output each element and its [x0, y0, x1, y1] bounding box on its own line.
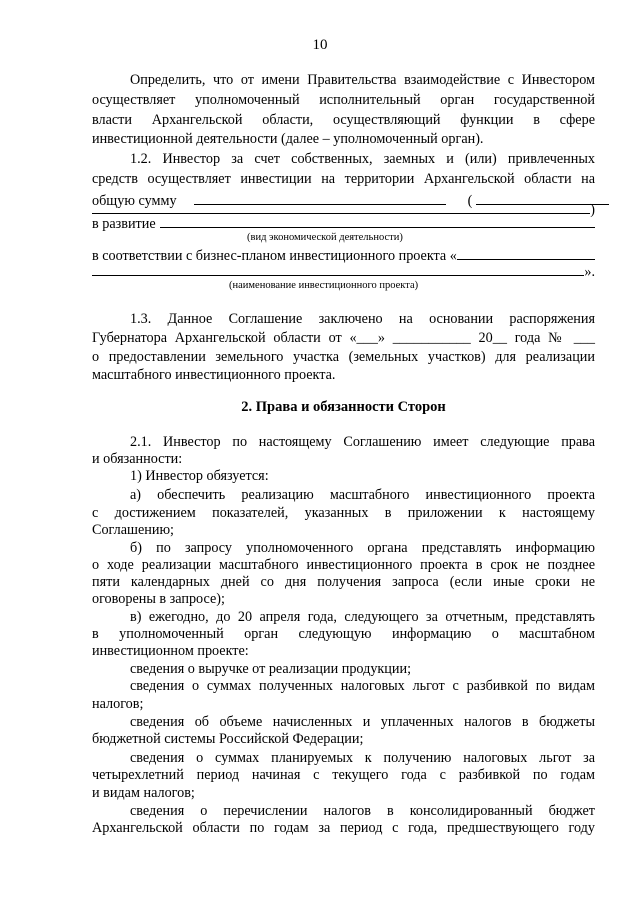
text-line: 1) Инвестор обязуется: — [130, 468, 269, 484]
text-line: инвестиционном проекте: — [92, 643, 249, 659]
text-fragment: в соответствии с бизнес-планом инвестиционного проекта « — [92, 248, 457, 264]
text-line: в уполномоченный орган следующую информацию о масштабном — [92, 626, 595, 642]
text-line: 1.3. Данное Соглашение заключено на основании распоряжения — [130, 311, 595, 327]
project-caption: (наименование инвестиционного проекта) — [229, 280, 419, 291]
text-line: четырехлетний период начиная с текущего года с разбивкой по годам — [92, 767, 595, 783]
text-line: Определить, что от имени Правительства взаимодействие с Инвестором — [130, 72, 595, 88]
text-line: в) ежегодно, до 20 апреля года, следующего за отчетным, представлять — [130, 609, 595, 625]
text-fragment: ( — [467, 193, 473, 209]
text-line: Губернатора Архангельской области от «___» ___________ 20__ года № ___ — [92, 330, 595, 346]
text-line: и обязанности: — [92, 451, 183, 467]
text-fragment: ) — [590, 202, 595, 218]
activity-blank — [160, 214, 595, 228]
amount-words-line — [92, 200, 595, 218]
project-blank — [92, 262, 584, 276]
text-line: сведения о выручке от реализации продукции; — [130, 661, 412, 677]
text-line: пяти календарных дней со дня получения запроса (если иные сроки не — [92, 574, 595, 590]
text-line: сведения о суммах планируемых к получению налоговых льгот за — [130, 750, 595, 766]
text-line: о предоставлении земельного участка (земельных участков) для реализации — [92, 349, 595, 365]
text-fragment: в развитие — [92, 216, 156, 232]
section-heading: 2. Права и обязанности Сторон — [241, 399, 446, 415]
text-line: а) обеспечить реализацию масштабного инвестиционного проекта — [130, 487, 595, 503]
text-line: оговорены в запросе); — [92, 591, 225, 607]
text-line: сведения о перечислении налогов в консолидированный бюджет — [130, 803, 595, 819]
text-line: 1.2. Инвестор за счет собственных, заемных и (или) привлеченных — [130, 151, 595, 167]
page-number: 10 — [312, 37, 328, 53]
project-line-2 — [92, 262, 595, 281]
text-line: осуществляет уполномоченный исполнительный орган государственной — [92, 92, 595, 108]
text-line: масштабного инвестиционного проекта. — [92, 367, 336, 383]
text-line: сведения об объеме начисленных и уплаченных налогов в бюджеты — [130, 714, 595, 730]
text-line: б) по запросу уполномоченного органа представлять информацию — [130, 540, 595, 556]
text-line: бюджетной системы Российской Федерации; — [92, 731, 364, 747]
text-fragment: ». — [584, 264, 595, 280]
text-line: Соглашению; — [92, 522, 174, 538]
text-line: и видам налогов; — [92, 785, 195, 801]
activity-line — [92, 214, 595, 233]
text-line: средств осуществляет инвестиции на территории Архангельской области на — [92, 171, 595, 187]
text-line: Архангельской области по годам за период с года, предшествующего году — [92, 820, 595, 836]
text-line: 2.1. Инвестор по настоящему Соглашению имеет следующие права — [130, 434, 595, 450]
text-line: о ходе реализации масштабного инвестиционного проекта в срок не позднее — [92, 557, 595, 573]
project-blank — [457, 246, 595, 260]
amount-words-blank — [92, 200, 590, 214]
text-line: с достижением показателей, указанных в приложении к настоящему — [92, 505, 595, 521]
text-line: власти Архангельской области, осуществляющий функции в сфере — [92, 112, 595, 128]
activity-caption: (вид экономической деятельности) — [247, 232, 403, 243]
text-fragment: общую сумму — [92, 193, 177, 209]
text-line: инвестиционной деятельности (далее – уполномоченный орган). — [92, 131, 484, 147]
text-line: сведения о суммах полученных налоговых льгот с разбивкой по видам — [130, 678, 595, 694]
text-line: налогов; — [92, 696, 144, 712]
